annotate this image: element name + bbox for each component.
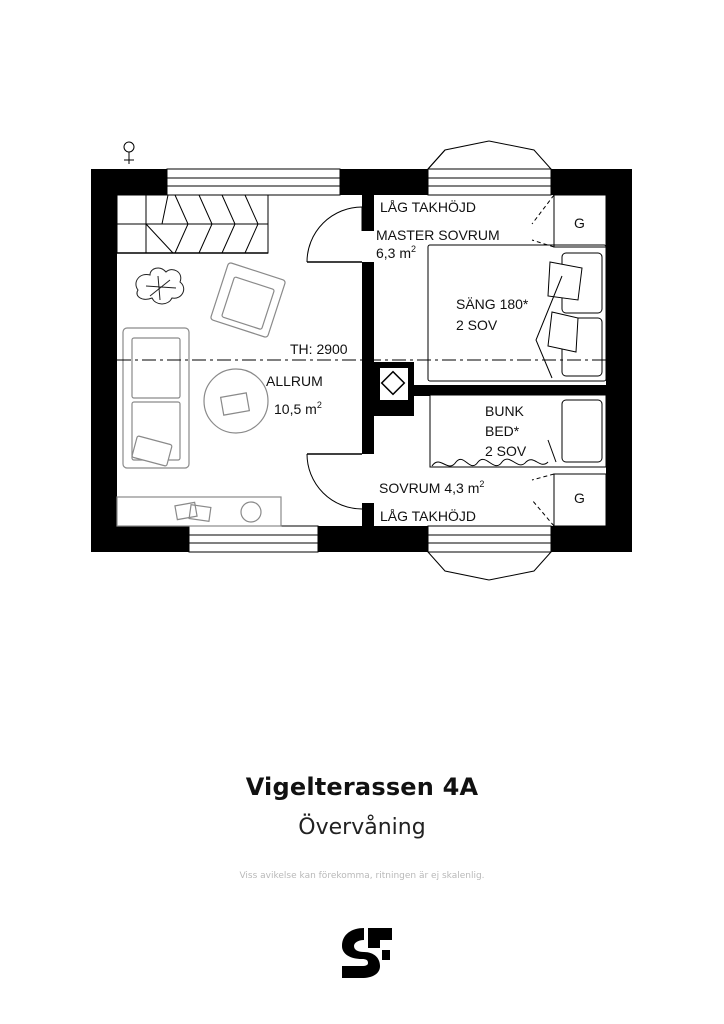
wall-bottom-mid	[318, 526, 428, 552]
sofa	[123, 328, 189, 468]
bunk-label-line3: 2 SOV	[485, 443, 527, 459]
wardrobe-label-bottom: G	[574, 490, 585, 506]
north-symbol	[124, 142, 134, 164]
doors	[307, 207, 362, 509]
wall-interior-vertical-mid	[362, 262, 374, 454]
stairs	[117, 195, 268, 253]
disclaimer-note: Viss avikelse kan förekomma, ritningen är ej skalenlig.	[239, 871, 485, 881]
lamp	[241, 502, 261, 522]
desk	[117, 497, 281, 526]
wall-interior-vertical-lower	[362, 503, 374, 526]
room-name-sovrum: SOVRUM 4,3 $m^2$	[379, 479, 485, 496]
wall-interior-vertical-upper	[362, 195, 374, 231]
master-low-ceiling-note: LÅG TAKHÖJD	[380, 199, 476, 215]
window-top-allrum	[167, 169, 340, 195]
wall-right	[606, 169, 632, 552]
bunk-label-line2: BED*	[485, 423, 520, 439]
room-name-allrum: ALLRUM	[266, 373, 323, 389]
door-sovrum-arc	[307, 454, 362, 509]
coffee-table	[204, 369, 268, 433]
company-logo	[338, 926, 394, 978]
master-bed	[428, 245, 606, 381]
bed-label-line1: SÄNG 180*	[456, 296, 529, 312]
wall-interior-horizontal-right	[430, 385, 606, 395]
plant	[136, 268, 184, 304]
furniture	[117, 262, 286, 526]
room-name-master: MASTER SOVRUM	[376, 227, 500, 243]
bunk-label-line1: BUNK	[485, 403, 524, 419]
ceiling-height-label: TH: 2900	[290, 341, 348, 357]
window-swing-top	[428, 141, 551, 169]
wardrobe-label-top: G	[574, 215, 585, 231]
door-master-arc	[307, 207, 362, 262]
wall-left	[91, 169, 117, 552]
armchair	[210, 262, 286, 338]
room-area-allrum: 10,5 $m^2$	[274, 400, 322, 417]
page-subtitle: Övervåning	[298, 815, 426, 840]
page-title: Vigelterassen 4A	[245, 773, 479, 801]
window-bottom-sovrum	[428, 526, 551, 552]
bed-label-line2: 2 SOV	[456, 317, 498, 333]
window-top-master	[428, 169, 551, 195]
window-swing-bottom	[428, 552, 551, 580]
wall-top-mid	[340, 169, 428, 195]
room-area-master: 6,3 $m^2$	[376, 244, 417, 261]
window-bottom-allrum	[189, 526, 318, 552]
sovrum-low-ceiling-note: LÅG TAKHÖJD	[380, 508, 476, 524]
